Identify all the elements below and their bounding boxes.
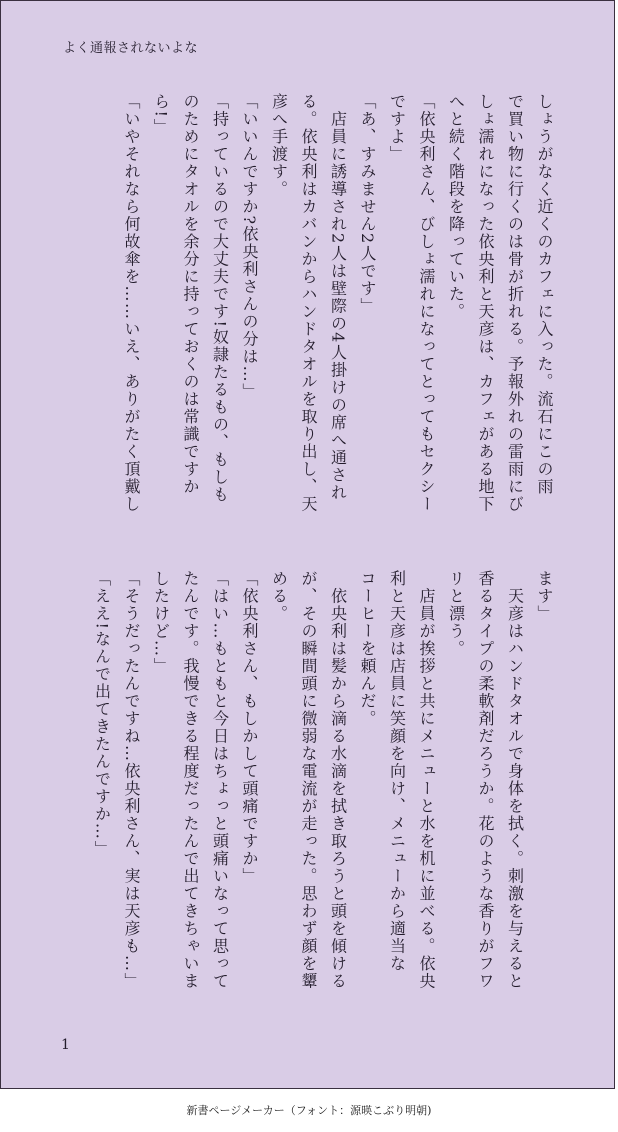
text-line: 「いいんですか?依央利さんの分は…」 [240,93,259,401]
text-line: 依央利は髪から滴る水滴を拭き取ろうと頭を傾ける [328,570,348,990]
text-line: 「持っているので大丈夫です!奴隷たるもの、もしも [210,93,230,504]
text-line: る。依央利はカバンからハンドタオルを取り出し、天 [299,93,318,513]
text-line: が、その瞬間頭に微弱な電流が走った。思わず顔を顰 [299,570,318,990]
text-line: 「いやそれなら何故傘を……いえ、ありがたく頂戴し [122,93,141,513]
text-line: 「あ、すみません2人です」 [358,93,377,315]
text-line: リと漂う。 [446,570,466,658]
text-line: ら!」 [151,93,171,136]
text-line: へと続く階段を降っていた。 [446,93,466,321]
footer-credit: 新書ページメーカー（フォント：源暎こぶり明朝) [186,1104,432,1117]
text-line: 「ええ!なんで出てきたんですか…」 [92,570,112,858]
text-line: 天彦はハンドタオルで身体を拭く。刺激を与えると [505,570,525,990]
text-line: のためにタオルを余分に持っておくのは常識ですか [181,93,200,496]
text-line: 「はい…もともと今日はちょっと頭痛いなって思って [210,570,230,990]
text-line: 店員が挨拶と共にメニューと水を机に並べる。依央 [417,570,436,990]
text-line: ですよ」 [387,93,407,163]
text-line: たんです。我慢できる程度だったんで出てきちゃいま [181,570,200,990]
text-line: 彦へ手渡す。 [269,93,289,198]
text-line: 「依央利さん、もしかして頭痛ですか」 [240,570,259,885]
text-line: したけど…」 [151,570,171,675]
text-line: める。 [269,570,289,623]
text-line: で買い物に行くのは骨が折れる。予報外れの雷雨にび [505,93,525,513]
upper-text-block [117,93,560,533]
text-line: 利と天彦は店員に笑顔を向け、メニューから適当な [387,570,407,973]
text-line: しょ濡れになった依央利と天彦は、カフェがある地下 [476,93,495,513]
text-line: コーヒーを頼んだ。 [358,570,377,728]
text-line: 「そうだったんですね…依央利さん、実は天彦も…」 [122,570,141,990]
running-title: よく通報されないよな [63,41,199,56]
page-number: 1 [61,1037,70,1053]
text-line: しょうがなく近くのカフェに入った。流石にこの雨 [535,93,554,496]
text-line: 店員に誘導され2人は壁際の4人掛けの席へ通され [328,93,348,502]
text-line: 香るタイプの柔軟剤だろうか。花のような香りがフワ [476,570,495,990]
text-line: 「依央利さん、びしょ濡れになってとってもセクシー [417,93,436,513]
lower-text-block [87,570,559,1020]
text-line: ます」 [535,570,554,623]
